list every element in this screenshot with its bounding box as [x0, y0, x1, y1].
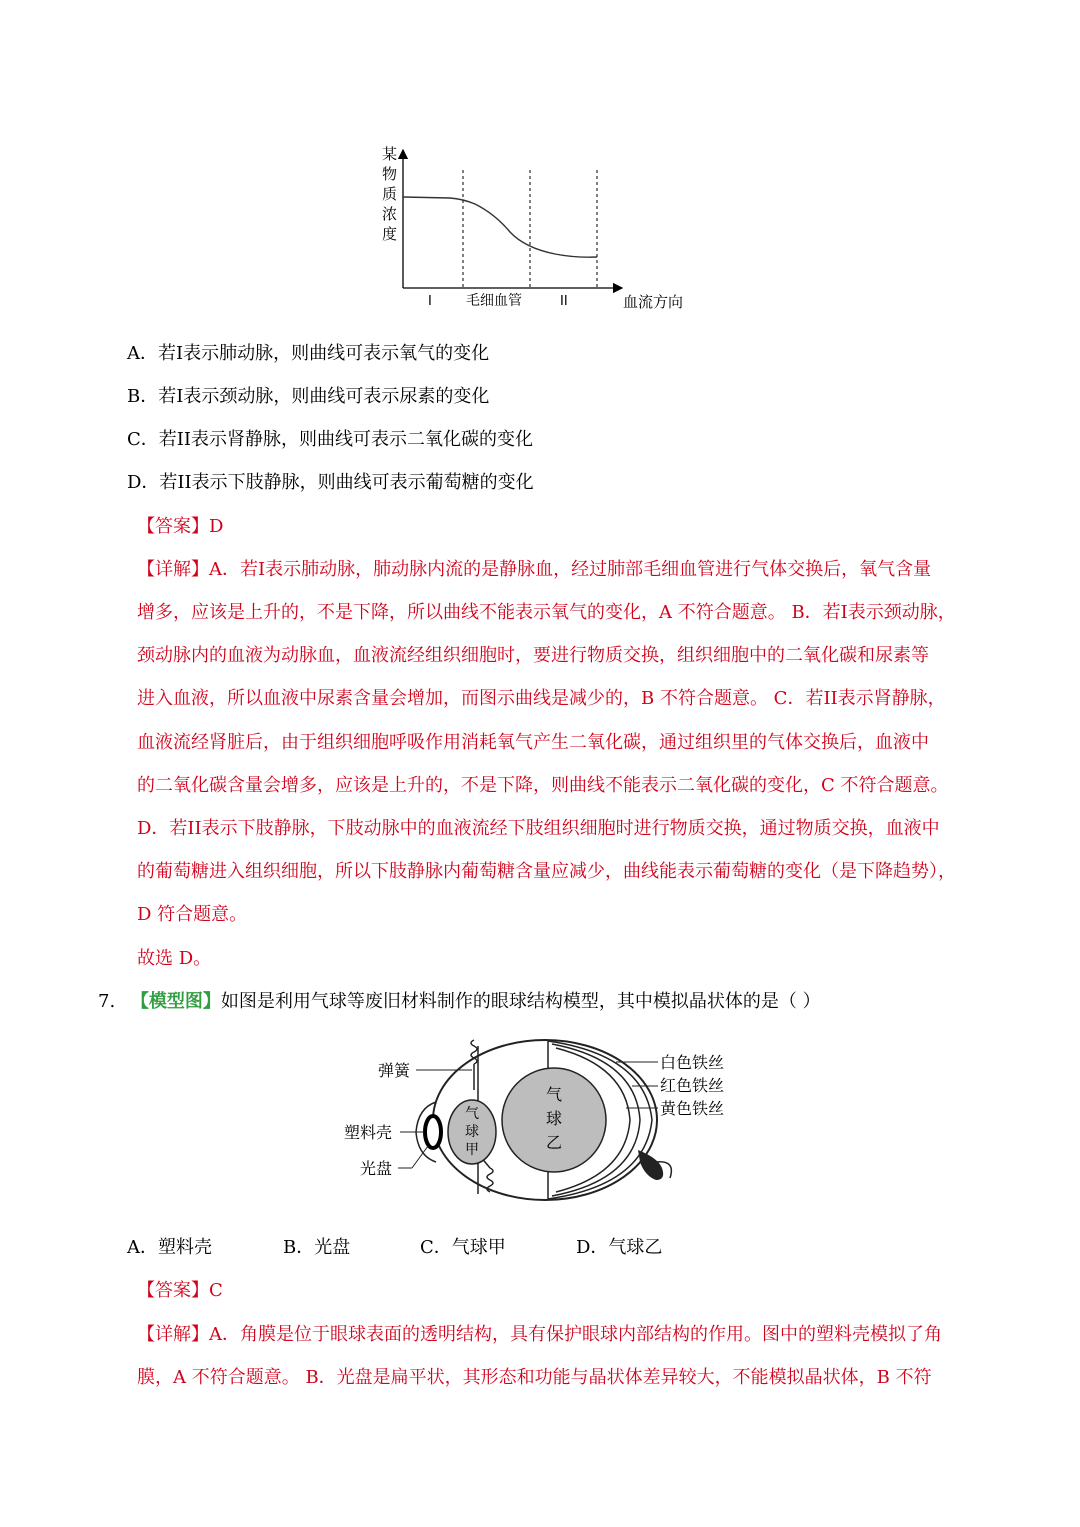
eyeball-model-figure — [340, 1030, 740, 1210]
label-white-wire: 白色铁丝 — [660, 1053, 725, 1072]
label-red-wire: 红色铁丝 — [660, 1076, 725, 1095]
question-7-stem — [98, 991, 821, 1013]
explanation-line: 增多，应该是上升的，不是下降，所以曲线不能表示氧气的变化，A 不符合题意。 B．若I表示颈动脉， — [137, 602, 956, 623]
region-label-capillary: 毛细血管 — [466, 293, 522, 309]
y-axis-char: 质 — [382, 185, 398, 203]
optic-loop — [638, 1150, 663, 1180]
explanation-line: 【详解】A．角膜是位于眼球表面的透明结构，具有保护眼球内部结构的作用。图中的塑料壳模拟了角 — [137, 1324, 942, 1345]
balloon-b-char: 球 — [546, 1109, 563, 1128]
y-axis-char: 度 — [382, 225, 398, 243]
conclusion: 故选 D。 — [137, 948, 212, 969]
explanation-line: 进入血液，所以血液中尿素含量会增加，而图示曲线是减少的，B 不符合题意。 C．若II表示肾静脉， — [137, 688, 946, 709]
option-b: B．若I表示颈动脉，则曲线可表示尿素的变化 — [127, 386, 490, 407]
balloon-b-char: 气 — [546, 1085, 563, 1104]
balloon-a-char: 球 — [465, 1124, 479, 1140]
option-c: C．若II表示肾静脉，则曲线可表示二氧化碳的变化 — [127, 429, 533, 450]
answer: 【答案】C — [137, 1280, 223, 1301]
label-spring: 弹簧 — [378, 1061, 411, 1080]
option-c: C．气球甲 — [420, 1237, 506, 1258]
label-yellow-wire: 黄色铁丝 — [660, 1099, 725, 1118]
concentration-curve — [403, 197, 597, 257]
concentration-curve-figure — [370, 140, 710, 320]
y-axis-char: 浓 — [382, 205, 398, 223]
answer: 【答案】D — [137, 516, 224, 537]
option-a: A．塑料壳 — [127, 1237, 212, 1258]
spring-top — [471, 1040, 477, 1090]
explanation-line: 颈动脉内的血液为动脉血，血液流经组织细胞时，要进行物质交换，组织细胞中的二氧化碳和尿素等 — [137, 645, 929, 666]
region-label-1: I — [428, 294, 432, 309]
y-axis-char: 某 — [382, 145, 398, 163]
question-tag: 【模型图】 — [130, 991, 221, 1012]
explanation-line: 膜，A 不符合题意。 B．光盘是扁平状，其形态和功能与晶状体差异较大，不能模拟晶状体，B 不符 — [137, 1367, 932, 1388]
balloon-a-char: 甲 — [465, 1142, 479, 1158]
explanation-line: 【详解】A．若I表示肺动脉，肺动脉内流的是静脉血，经过肺部毛细血管进行气体交换后，氧气含量 — [137, 559, 932, 580]
option-a: A．若I表示肺动脉，则曲线可表示氧气的变化 — [127, 343, 490, 364]
explanation-line: D 符合题意。 — [137, 904, 248, 925]
option-b: B．光盘 — [283, 1237, 351, 1258]
explanation-line: 血液流经肾脏后，由于组织细胞呼吸作用消耗氧气产生二氧化碳，通过组织里的气体交换后，血液中 — [137, 732, 929, 753]
x-axis-label: 血流方向 — [623, 293, 684, 311]
explanation-line: D．若II表示下肢静脉，下肢动脉中的血液流经下肢组织细胞时进行物质交换，通过物质交换，血液中 — [137, 818, 940, 839]
disc — [425, 1116, 441, 1148]
question-text: 如图是利用气球等废旧材料制作的眼球结构模型，其中模拟晶状体的是（ ） — [220, 991, 821, 1012]
y-axis-char: 物 — [382, 165, 398, 183]
option-d: D．气球乙 — [576, 1237, 663, 1258]
balloon-b-char: 乙 — [546, 1133, 563, 1152]
explanation-line: 的二氧化碳含量会增多，应该是上升的，不是下降，则曲线不能表示二氧化碳的变化，C 不符合题意。 — [137, 775, 949, 796]
label-plastic-shell: 塑料壳 — [344, 1123, 393, 1142]
option-d: D．若II表示下肢静脉，则曲线可表示葡萄糖的变化 — [127, 472, 534, 493]
label-disc: 光盘 — [360, 1159, 393, 1178]
explanation-line: 的葡萄糖进入组织细胞，所以下肢静脉内葡萄糖含量应减少，曲线能表示葡萄糖的变化（是下降趋势）， — [137, 861, 956, 882]
region-label-2: II — [560, 294, 568, 309]
balloon-a-char: 气 — [465, 1106, 479, 1122]
question-number: 7. — [98, 991, 116, 1012]
